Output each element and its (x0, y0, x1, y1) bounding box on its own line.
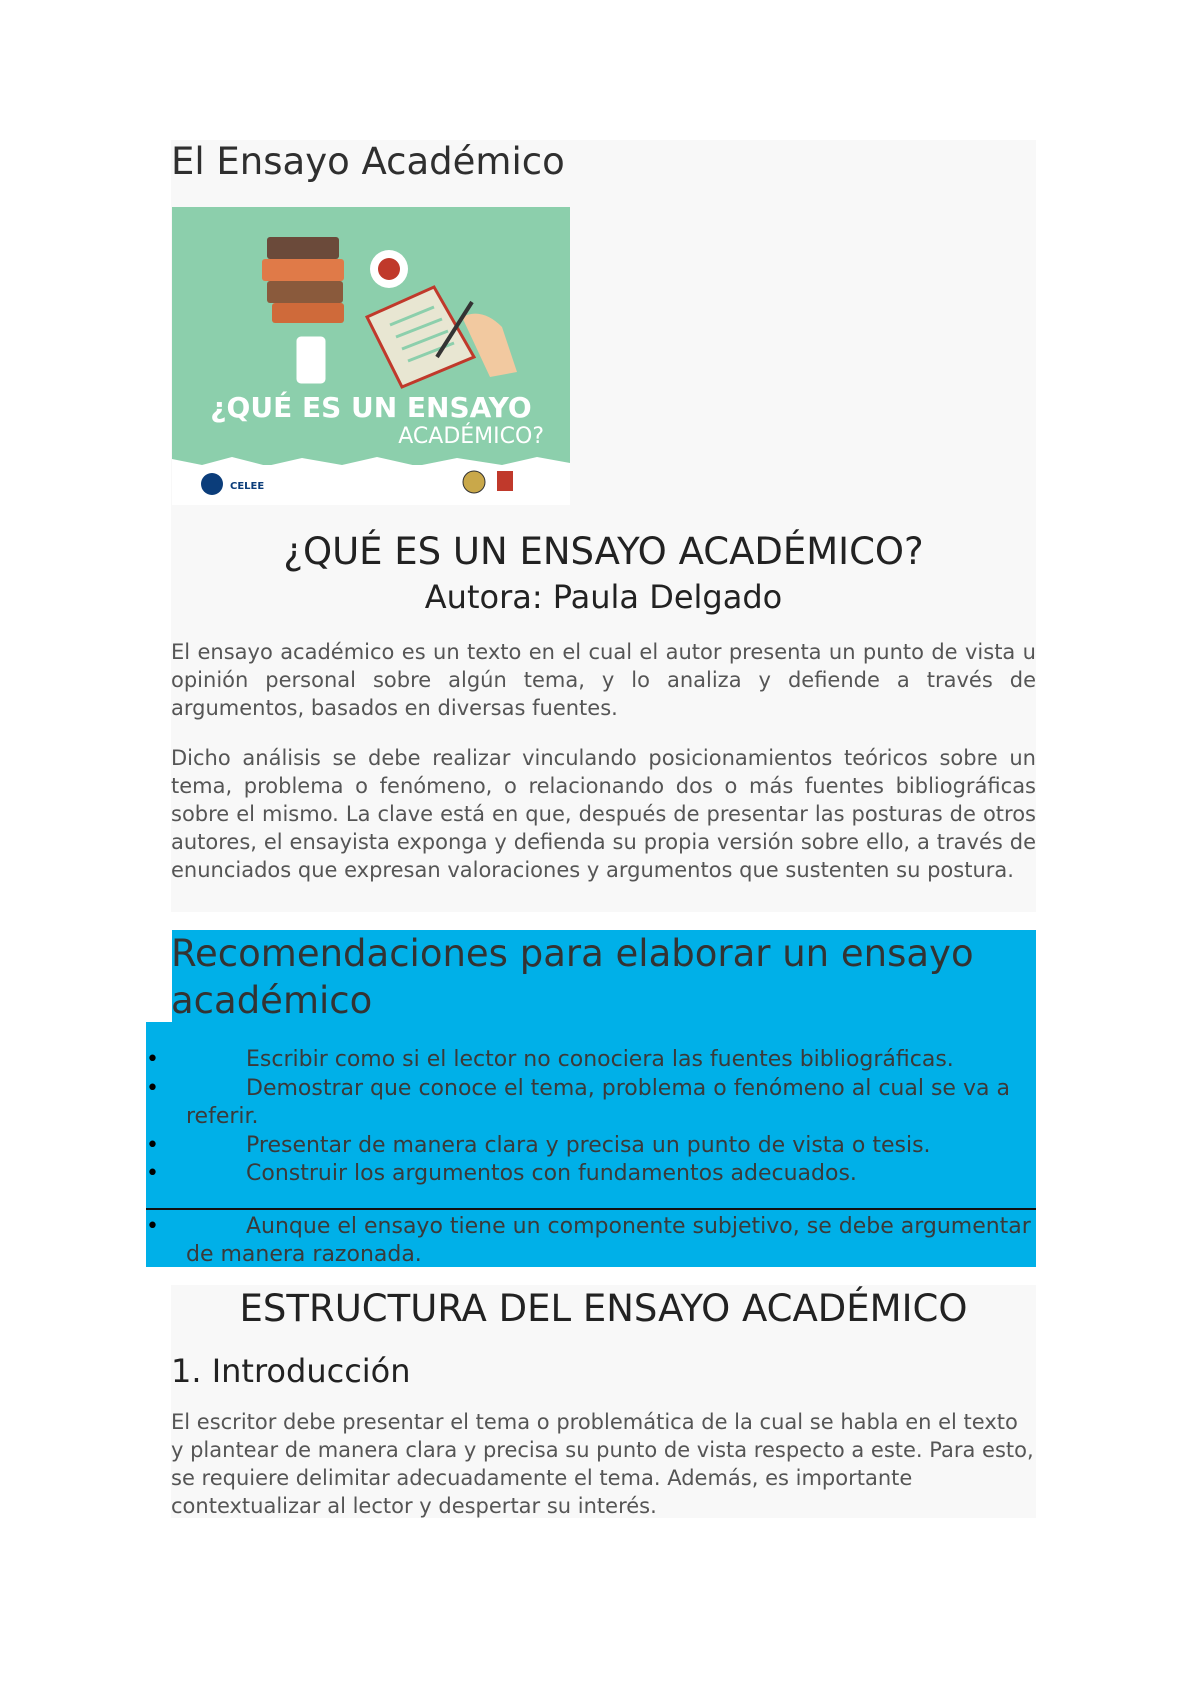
phone-icon (297, 337, 325, 383)
illustration-headline-1: ¿QUÉ ES UN ENSAYO (210, 391, 532, 424)
divider (146, 1208, 1036, 1210)
list-item (146, 1132, 1036, 1160)
celee-logo-text: CELEE (230, 481, 265, 492)
list-item-text: Escribir como si el lector no conociera las fuentes bibliográficas. (246, 1047, 954, 1072)
list-item (146, 1213, 1036, 1269)
list-item-text: Construir los argumentos con fundamentos adecuados. (246, 1161, 857, 1186)
bullet: • (146, 1047, 159, 1072)
books-icon (262, 237, 344, 323)
celee-logo-icon (201, 473, 223, 495)
bullet: • (146, 1214, 159, 1239)
list-item-text: Aunque el ensayo tiene un componente subjetivo, se debe argumentar de manera razonada. (186, 1214, 1031, 1267)
list-item-text: Demostrar que conoce el tema, problema o fenómeno al cual se va a referir. (186, 1076, 1010, 1129)
bullet: • (146, 1161, 159, 1186)
list-item (146, 1046, 1036, 1074)
list-item-text: Presentar de manera clara y precisa un punto de vista o tesis. (246, 1133, 931, 1158)
intro-paragraph-1: El ensayo académico es un texto en el cual el autor presenta un punto de vista u opinión personal sobre algún tema, y lo analiza y defiende a través de argumentos, basados en diversas fuentes. (171, 640, 1036, 720)
intro-paragraph-2: Dicho análisis se debe realizar vinculando posicionamientos teóricos sobre un tema, problema o fenómeno, o relacionando dos o más fuentes bibliográficas sobre el mismo. La clave está en que, después de presentar las posturas de otros autores, el ensayista exponga y defienda su propia versión sobre ello, a través de enunciados que expresan valoraciones y argumentos que sustenten su postura. (171, 746, 1036, 882)
essay-illustration (172, 207, 570, 505)
list-item (146, 1075, 1036, 1131)
main-heading: ¿QUÉ ES UN ENSAYO ACADÉMICO? (283, 530, 924, 573)
box-notch (146, 930, 172, 1022)
page-title: El Ensayo Académico (171, 140, 565, 183)
illustration-headline-2: ACADÉMICO? (398, 424, 544, 449)
structure-heading: ESTRUCTURA DEL ENSAYO ACADÉMICO (239, 1287, 968, 1330)
introduction-paragraph: El escritor debe presentar el tema o problemática de la cual se habla en el texto y plantear de manera clara y precisa su punto de vista respecto a este. Para esto, se requiere delimitar adecuadamente el tema. Además, es importante contextualizar al lector y despertar su interés. (171, 1410, 1034, 1518)
list-item (146, 1160, 1036, 1188)
section-title-introduction: 1. Introducción (171, 1352, 411, 1390)
recommendations-title: Recomendaciones para elaborar un ensayo académico (171, 932, 974, 1022)
coffee-cup-icon (370, 250, 408, 288)
author-line: Autora: Paula Delgado (424, 578, 783, 616)
bullet: • (146, 1133, 159, 1158)
university-seal-icon (463, 471, 485, 493)
bullet: • (146, 1076, 159, 1101)
institution-logo-icon (497, 471, 513, 491)
